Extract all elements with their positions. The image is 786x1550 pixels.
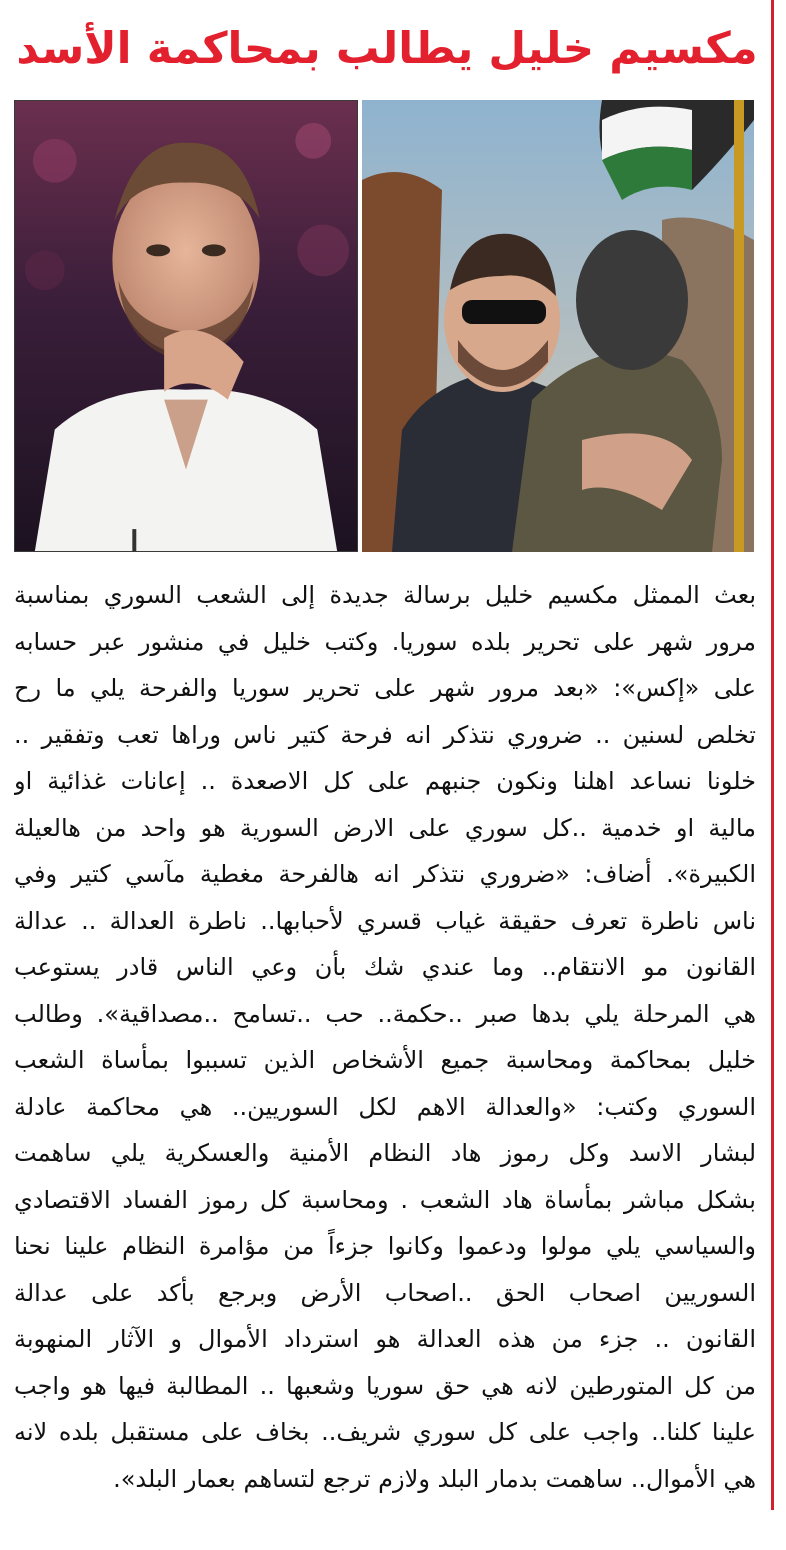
article-line: هي المرحلة يلي بدها صبر ..حكمة.. حب ..تسامح ..مصداقية». وطالب bbox=[14, 999, 756, 1028]
article-line: السوريين اصحاب الحق ..اصحاب الأرض وبرجع بأكد على عدالة bbox=[14, 1278, 756, 1307]
article-line: علينا كلنا.. واجب على كل سوري شريف.. بخاف على مستقبل بلده لانه bbox=[14, 1418, 756, 1446]
embrace-photo-icon bbox=[362, 100, 754, 552]
article-line: على «إكس»: «بعد مرور شهر على تحرير سوريا والفرحة يلي ما رح bbox=[14, 674, 756, 702]
portrait-photo bbox=[14, 100, 358, 552]
article-line: لبشار الاسد وكل رموز هاد النظام الأمنية والعسكرية يلي ساهمت bbox=[14, 1139, 756, 1167]
column-rule bbox=[771, 0, 774, 1510]
article-line: بشكل مباشر بمأساة هاد الشعب . ومحاسبة كل رموز الفساد الاقتصادي bbox=[14, 1185, 756, 1214]
article-line: خليل بمحاكمة ومحاسبة جميع الأشخاص الذين تسببوا بمأساة الشعب bbox=[14, 1046, 756, 1074]
article-line: من كل المتورطين لانه هي حق سوريا وشعبها .. المطالبة فيها هو واجب bbox=[14, 1371, 756, 1400]
article-line: القانون مو الانتقام.. وما عندي شك بأن وعي الناس قادر يستوعب bbox=[14, 953, 756, 981]
article-line: مالية او خدمية ..كل سوري على الارض السورية هو واحد من هالعيلة bbox=[14, 813, 756, 842]
article-line: مرور شهر على تحرير بلده سوريا. وكتب خليل في منشور عبر حسابه bbox=[14, 627, 756, 656]
embrace-photo bbox=[362, 100, 754, 552]
article-line: السوري وكتب: «والعدالة الاهم لكل السوريين.. هي محاكمة عادلة bbox=[14, 1092, 756, 1121]
article-line: ناس ناطرة تعرف حقيقة غياب قسري لأحبابها.. ناطرة العدالة .. عدالة bbox=[14, 906, 756, 935]
article-line: الكبيرة». أضاف: «ضروري نتذكر انه هالفرحة مغطية مآسي كتير وفي bbox=[14, 860, 756, 888]
article-line: هي الأموال.. ساهمت بدمار البلد ولازم ترجع لتساهم بعمار البلد». bbox=[113, 1464, 756, 1493]
article-body bbox=[14, 572, 756, 1502]
headline: مكسيم خليل يطالب بمحاكمة الأسد bbox=[16, 24, 758, 74]
article-line: تخلص لسنين .. ضروري نتذكر انه فرحة كتير ناس وراها تعب وتفقير .. bbox=[14, 720, 756, 749]
article-line: القانون .. جزء من هذه العدالة هو استرداد الأموال و الآثار المنهوبة bbox=[14, 1325, 756, 1353]
article-line: والسياسي يلي مولوا ودعموا وكانوا جزءاً من مؤامرة النظام علينا نحنا bbox=[14, 1232, 756, 1260]
portrait-photo-icon bbox=[15, 101, 357, 551]
article-line: بعث الممثل مكسيم خليل برسالة جديدة إلى الشعب السوري بمناسبة bbox=[14, 581, 756, 609]
article-line: خلونا نساعد اهلنا ونكون جنبهم على كل الاصعدة .. إعانات غذائية او bbox=[14, 767, 756, 795]
